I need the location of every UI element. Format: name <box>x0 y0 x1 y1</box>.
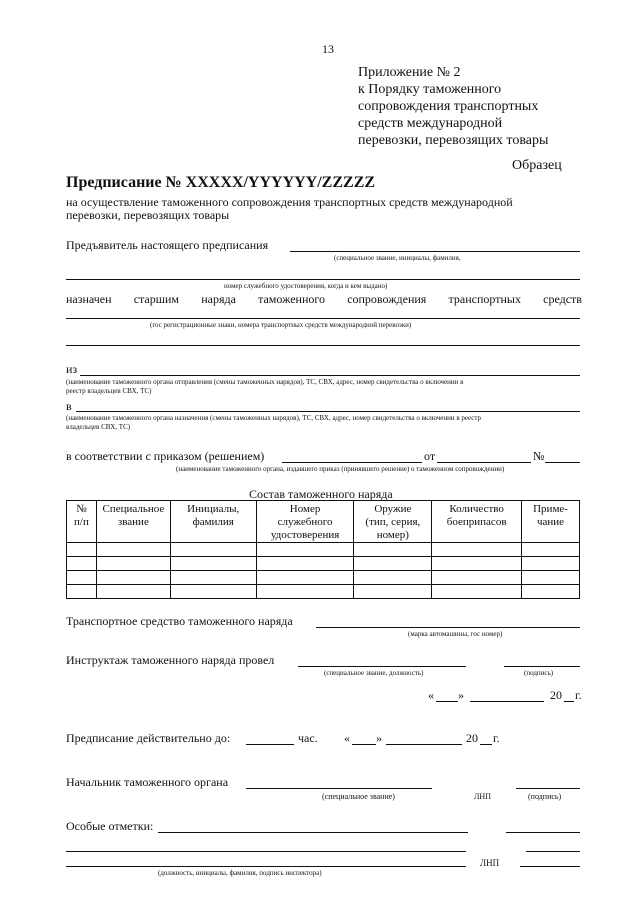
appendix-line: к Порядку таможенного <box>358 82 502 97</box>
presenter-field[interactable] <box>290 251 580 252</box>
briefing-sign-hint: (подпись) <box>524 669 554 677</box>
briefing-sign-field[interactable] <box>504 666 580 667</box>
from-hint: реестр владельцев СВХ, ТС) <box>66 387 152 395</box>
special-notes-field[interactable] <box>158 832 468 833</box>
table-row <box>67 571 580 585</box>
briefing-date-open: « <box>428 688 434 702</box>
document-subtitle: перевозки, перевозящих товары <box>66 208 230 222</box>
briefing-rank-field[interactable] <box>298 666 466 667</box>
chief-sign-field[interactable] <box>516 788 580 789</box>
order-number-label: № <box>533 449 545 463</box>
page-number: 13 <box>322 42 334 56</box>
briefing-year-suffix: г. <box>575 688 582 702</box>
from-field[interactable] <box>80 375 580 376</box>
sample-label: Образец <box>512 158 562 173</box>
special-notes-field-right[interactable] <box>506 832 580 833</box>
assigned-word: наряда <box>201 292 236 306</box>
vehicle-hint: (марка автомашины, гос номер) <box>408 630 503 638</box>
order-label: в соответствии с приказом (решением) <box>66 449 265 463</box>
valid-hours-label: час. <box>298 731 318 745</box>
appendix-line: перевозки, перевозящих товары <box>358 133 549 148</box>
order-authority-field[interactable] <box>282 462 422 463</box>
appendix-line: средств международной <box>358 116 503 131</box>
to-field[interactable] <box>76 411 580 412</box>
table-row <box>67 543 580 557</box>
valid-year-field[interactable] <box>480 744 492 745</box>
appendix-line: Приложение № 2 <box>358 65 461 80</box>
briefing-month-field[interactable] <box>470 701 544 702</box>
to-hint: владельцев СВХ, ТС) <box>66 423 131 431</box>
valid-date-open: « <box>344 731 350 745</box>
briefing-label: Инструктаж таможенного наряда провел <box>66 653 275 667</box>
assigned-word: сопровождения <box>347 292 427 306</box>
valid-month-field[interactable] <box>386 744 462 745</box>
col-header-note: Приме- чание <box>522 501 580 543</box>
inspector-sign-field[interactable] <box>520 866 580 867</box>
inspector-field[interactable] <box>66 866 466 867</box>
to-hint: (наименование таможенного органа назначения (смены таможенных нарядов), ТС, СВХ, адрес, номер свидетельства о включении в реестр <box>66 414 482 422</box>
assigned-word: назначен <box>66 292 112 306</box>
vehicles-field[interactable] <box>66 318 580 319</box>
document-subtitle: на осуществление таможенного сопровождения транспортных средств международной <box>66 195 513 209</box>
special-notes-field-2-right[interactable] <box>526 851 580 852</box>
col-header-weapon: Оружие (тип, серия, номер) <box>354 501 432 543</box>
presenter-hint-2: номер служебного удостоверения, когда и кем выдано) <box>224 282 388 290</box>
col-header-number: № п/п <box>67 501 97 543</box>
chief-label: Начальник таможенного органа <box>66 775 229 789</box>
appendix-block <box>358 64 548 149</box>
assigned-word: средств <box>543 292 582 306</box>
appendix-line: сопровождения транспортных <box>358 99 539 114</box>
order-hint: (наименование таможенного органа, издавшего приказ (принявшего решение) о таможенном сопровождении) <box>176 465 505 473</box>
col-header-rank: Специальное звание <box>96 501 170 543</box>
col-header-id: Номер служебного удостоверения <box>256 501 354 543</box>
crew-table <box>66 500 580 599</box>
chief-rank-field[interactable] <box>246 788 432 789</box>
assigned-word: старшим <box>133 292 180 306</box>
document-title: Предписание № XXXXX/YYYYYY/ZZZZZ <box>66 174 376 191</box>
chief-sign-hint: (подпись) <box>528 792 562 801</box>
presenter-hint: (специальное звание, инициалы, фамилия, <box>334 254 461 262</box>
order-date-label: от <box>424 449 436 463</box>
vehicles-field-2[interactable] <box>66 345 580 346</box>
col-header-name: Инициалы, фамилия <box>170 501 256 543</box>
crew-table-caption: Состав таможенного наряда <box>249 487 393 501</box>
briefing-date-close: » <box>458 688 464 702</box>
vehicle-field[interactable] <box>316 627 580 628</box>
briefing-year-label: 20 <box>550 688 562 702</box>
valid-day-field[interactable] <box>352 744 376 745</box>
valid-until-label: Предписание действительно до: <box>66 731 231 745</box>
briefing-year-field[interactable] <box>564 701 574 702</box>
crew-table-header-row <box>67 501 580 543</box>
special-notes-lnp: ЛНП <box>480 858 500 868</box>
inspector-hint: (должность, инициалы, фамилия, подпись инспектора) <box>158 869 322 877</box>
assigned-word: транспортных <box>448 292 521 306</box>
special-notes-field-2[interactable] <box>66 851 466 852</box>
presenter-field-2[interactable] <box>66 279 580 280</box>
to-label: в <box>66 399 72 413</box>
chief-lnp: ЛНП <box>474 792 491 801</box>
order-date-field[interactable] <box>437 462 531 463</box>
special-notes-label: Особые отметки: <box>66 819 154 833</box>
briefing-day-field[interactable] <box>436 701 458 702</box>
valid-date-close: » <box>376 731 382 745</box>
valid-year-label: 20 <box>466 731 478 745</box>
from-label: из <box>66 362 78 376</box>
col-header-ammo: Количество боеприпасов <box>432 501 522 543</box>
from-hint: (наименование таможенного органа отправления (смены таможенных нарядов), ТС, СВХ, адрес, номер свидетельства о включении в <box>66 378 464 386</box>
vehicle-label: Транспортное средство таможенного наряда <box>66 614 293 628</box>
valid-year-suffix: г. <box>493 731 500 745</box>
chief-rank-hint: (специальное звание) <box>322 792 395 801</box>
order-number-field[interactable] <box>545 462 580 463</box>
assigned-row <box>66 292 582 307</box>
vehicles-hint: (гос регистрационные знаки, номера транспортных средств международной перевозки) <box>150 321 412 329</box>
assigned-word: таможенного <box>258 292 326 306</box>
table-row <box>67 557 580 571</box>
briefing-rank-hint: (специальное звание, должность) <box>324 669 424 677</box>
table-row <box>67 585 580 599</box>
valid-hours-field[interactable] <box>246 744 294 745</box>
presenter-label: Предъявитель настоящего предписания <box>66 238 269 252</box>
